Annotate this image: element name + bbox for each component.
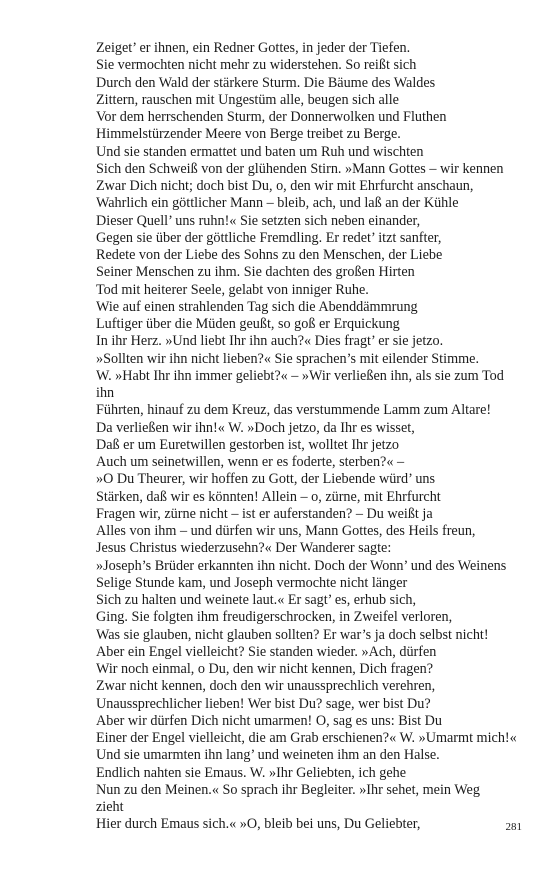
verse-line: Was sie glauben, nicht glauben sollten? Er war’s ja doch selbst nicht! <box>96 626 489 643</box>
verse-line-overflow: zieht <box>96 799 124 815</box>
verse-line: Ging. Sie folgten ihm freudigerschrocken, in Zweifel verloren, <box>96 609 453 626</box>
verse-line: Selige Stunde kam, und Joseph vermochte nicht länger <box>96 574 408 591</box>
verse-line: Tod mit heiterer Seele, gelabt von inniger Ruhe. <box>96 281 369 298</box>
verse-line: Redete von der Liebe des Sohns zu den Menschen, der Liebe <box>96 247 443 263</box>
verse-line: Dieser Quell’ uns ruhn!« Sie setzten sich neben einander, <box>96 212 421 229</box>
verse-line: »O Du Theurer, wir hoffen zu Gott, der Liebende würd’ uns <box>96 471 436 488</box>
verse-line: Da verließen wir ihn!« W. »Doch jetzo, da Ihr es wisset, <box>96 419 415 436</box>
verse-line: »Joseph’s Brüder erkannten ihn nicht. Doch der Wonn’ und des Weinens <box>96 557 507 574</box>
verse-line: Jesus Christus wiederzusehn?« Der Wanderer sagte: <box>96 540 392 557</box>
verse-line: Vor dem herrschenden Sturm, der Donnerwolken und Fluthen <box>96 109 447 125</box>
verse-line: Zeiget’ er ihnen, ein Redner Gottes, in jeder der Tiefen. <box>96 40 411 56</box>
verse-line: Fragen wir, zürne nicht – ist er auferstanden? – Du weißt ja <box>96 505 433 522</box>
verse-line: Seiner Menschen zu ihm. Sie dachten des großen Hirten <box>96 264 415 281</box>
verse-line: Aber wir dürfen Dich nicht umarmen! O, sag es uns: Bist Du <box>96 712 442 729</box>
verse-line: Zittern, rauschen mit Ungestüm alle, beugen sich alle <box>96 91 399 108</box>
verse-line: Wie auf einen strahlenden Tag sich die Abenddämmrung <box>96 298 418 315</box>
verse-line: Aber ein Engel vielleicht? Sie standen wieder. »Ach, dürfen <box>96 643 437 660</box>
verse-line: In ihr Herz. »Und liebt Ihr ihn auch?« Dies fragt’ er sie jetzo. <box>96 333 444 350</box>
poem-text <box>96 40 522 834</box>
verse-line: Einer der Engel vielleicht, die am Grab erschienen?« W. »Umarmt mich!« <box>96 730 517 746</box>
verse-line: Sie vermochten nicht mehr zu widerstehen. So reißt sich <box>96 57 417 74</box>
verse-line: Endlich nahten sie Emaus. W. »Ihr Geliebten, ich gehe <box>96 764 407 781</box>
verse-line: Sich den Schweiß von der glühenden Stirn. »Mann Gottes – wir kennen <box>96 160 504 177</box>
verse-line: Alles von ihm – und dürfen wir uns, Mann Gottes, des Heils freun, <box>96 523 476 539</box>
verse-line: »Sollten wir ihn nicht lieben?« Sie sprachen’s mit eilender Stimme. <box>96 350 479 367</box>
verse-line: Zwar nicht kennen, doch den wir unaussprechlich verehren, <box>96 678 436 695</box>
verse-line-overflow: ihn <box>96 385 115 401</box>
verse-line: Nun zu den Meinen.« So sprach ihr Begleiter. »Ihr sehet, mein Weg <box>96 781 480 798</box>
verse-line: Führten, hinauf zu dem Kreuz, das verstummende Lamm zum Altare! <box>96 402 492 419</box>
verse-line: Auch um seinetwillen, wenn er es foderte, sterben?« – <box>96 454 405 470</box>
verse-line: Daß er um Euretwillen gestorben ist, wolltet Ihr jetzo <box>96 436 399 453</box>
verse-line: Zwar Dich nicht; doch bist Du, o, den wir mit Ehrfurcht anschaun, <box>96 178 474 194</box>
verse-line: Unaussprechlicher lieben! Wer bist Du? sage, wer bist Du? <box>96 695 431 712</box>
verse-line: Durch den Wald der stärkere Sturm. Die Bäume des Waldes <box>96 74 436 91</box>
verse-line: Hier durch Emaus sich.« »O, bleib bei uns, Du Geliebter, <box>96 816 421 833</box>
verse-line: Wir noch einmal, o Du, den wir nicht kennen, Dich fragen? <box>96 661 434 677</box>
verse-line: Stärken, daß wir es könnten! Allein – o, zürne, mit Ehrfurcht <box>96 488 441 505</box>
verse-line: Wahrlich ein göttlicher Mann – bleib, ach, und laß an der Kühle <box>96 195 459 212</box>
verse-line: Und sie umarmten ihn lang’ und weineten ihm an den Halse. <box>96 747 440 764</box>
verse-line: Sich zu halten und weinete laut.« Er sagt’ es, erhub sich, <box>96 592 417 608</box>
page-number: 281 <box>505 821 522 833</box>
verse-line: Und sie standen ermattet und baten um Ruh und wischten <box>96 143 424 160</box>
verse-line: Gegen sie über der göttliche Fremdling. Er redet’ itzt sanfter, <box>96 229 442 246</box>
verse-line: Himmelstürzender Meere von Berge treibet zu Berge. <box>96 126 401 143</box>
verse-line: Luftiger über die Müden geußt, so goß er Erquickung <box>96 316 400 332</box>
verse-line: W. »Habt Ihr ihn immer geliebt?« – »Wir verließen ihn, als sie zum Tod <box>96 367 504 384</box>
